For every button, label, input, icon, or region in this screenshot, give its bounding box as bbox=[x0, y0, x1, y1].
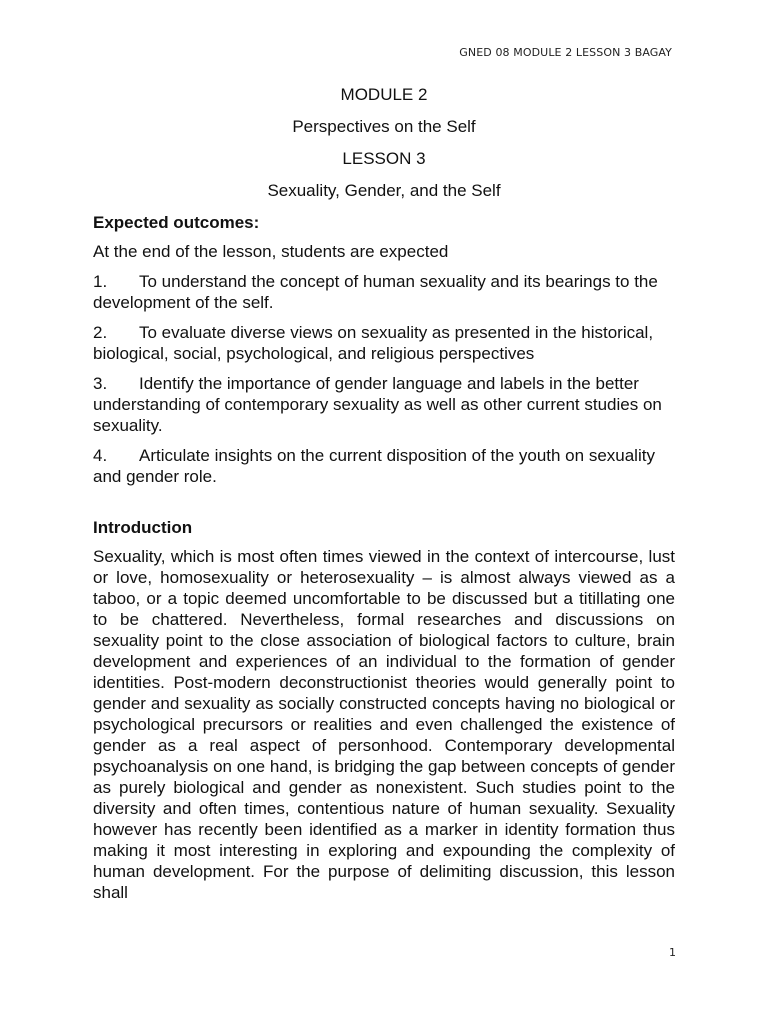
lesson-title: LESSON 3 bbox=[342, 149, 426, 168]
outcome-number: 3. bbox=[93, 374, 108, 393]
outcome-item-4 bbox=[93, 445, 675, 487]
outcomes-lead: At the end of the lesson, students are expected bbox=[93, 242, 449, 261]
module-title: MODULE 2 bbox=[340, 85, 428, 104]
outcome-item-1 bbox=[93, 271, 675, 313]
running-header: GNED 08 MODULE 2 LESSON 3 BAGAY bbox=[459, 46, 672, 59]
introduction-body: Sexuality, which is most often times viewed in the context of intercourse, lust or love, homosexuality or heterosexuality – is almost always viewed as a taboo, or a topic deemed uncomfortable to be discussed but a titillating one to be chattered. Nevertheless, formal researches and discussions on sexuality point to the close association of biological factors to culture, brain development and experiences of an individual to the formation of gender identities. Post-modern deconstructionist theories would generally point to gender and sexuality as socially constructed concepts having no biological or psychological precursors or realities and even challenged the existence of gender as a real aspect of personhood. Contemporary developmental psychoanalysis on one hand, is bridging the gap between concepts of gender as purely biological and gender as nonexistent. Such studies point to the diversity and often times, contentious nature of human sexuality. Sexuality however has recently been identified as a marker in identity formation thus making it most interesting in exploring and expounding the complexity of human development. For the purpose of delimiting discussion, this lesson shall bbox=[93, 547, 675, 902]
outcome-number: 4. bbox=[93, 446, 108, 465]
outcome-text: Articulate insights on the current disposition of the youth on sexuality and gender role. bbox=[93, 446, 655, 486]
outcome-text: Identify the importance of gender language and labels in the better understanding of contemporary sexuality as well as other current studies on sexuality. bbox=[93, 374, 662, 435]
outcome-text: To understand the concept of human sexuality and its bearings to the development of the self. bbox=[93, 272, 658, 312]
outcome-number: 1. bbox=[93, 272, 108, 291]
document-body bbox=[93, 84, 675, 903]
outcome-number: 2. bbox=[93, 323, 108, 342]
lesson-subtitle: Sexuality, Gender, and the Self bbox=[267, 181, 501, 200]
page-number: 1 bbox=[669, 946, 676, 959]
outcome-text: To evaluate diverse views on sexuality as presented in the historical, biological, social, psychological, and religious perspectives bbox=[93, 323, 654, 363]
outcome-item-3 bbox=[93, 373, 675, 436]
module-subtitle: Perspectives on the Self bbox=[292, 117, 476, 136]
section-spacer bbox=[93, 496, 675, 517]
introduction-heading: Introduction bbox=[93, 518, 193, 537]
outcome-item-2 bbox=[93, 322, 675, 364]
outcomes-heading: Expected outcomes: bbox=[93, 213, 260, 232]
